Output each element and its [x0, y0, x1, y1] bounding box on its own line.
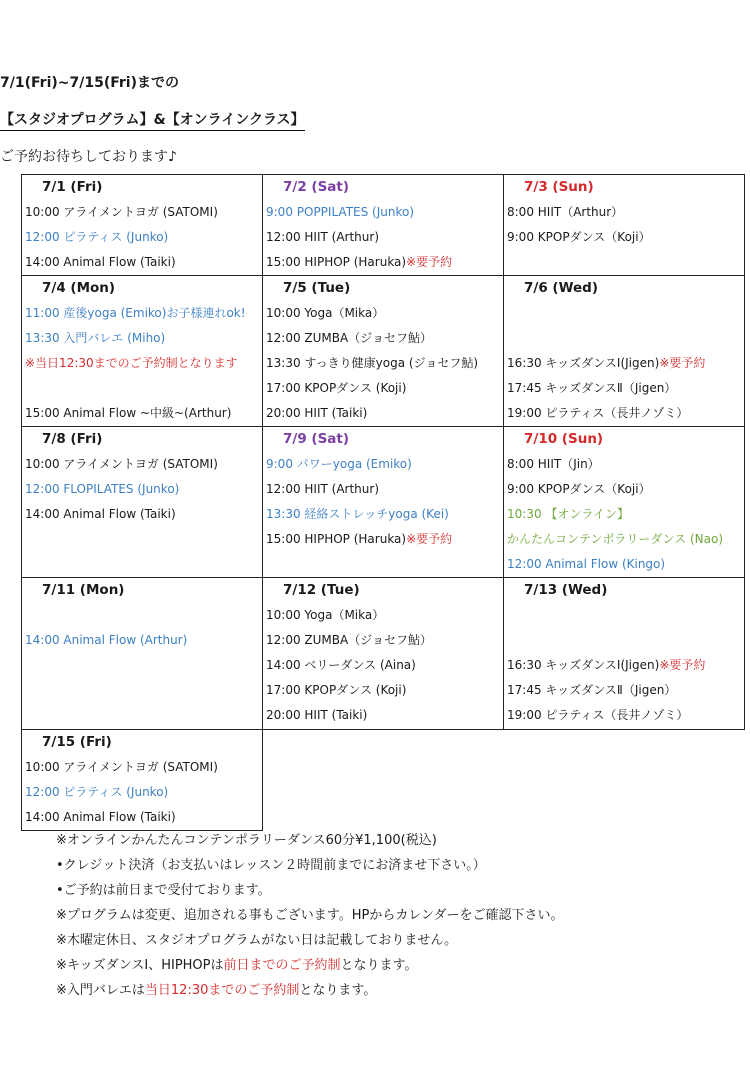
class-entry [263, 703, 503, 728]
text-segment: ※入門バレエは [56, 983, 145, 998]
text-segment: 15:00 Animal Flow ~中級~(Arthur) [25, 406, 232, 420]
note-line [56, 853, 564, 878]
class-entry [22, 200, 262, 225]
schedule-row [22, 730, 745, 831]
text-segment: となります。 [299, 983, 377, 998]
text-segment: 8:00 HIIT（Jin） [507, 457, 600, 471]
class-entry [263, 200, 503, 225]
class-entry [263, 225, 503, 250]
class-entry [22, 401, 262, 426]
day-cell [263, 578, 504, 730]
empty-cell [263, 730, 504, 831]
text-segment: 10:00 アライメントヨガ (SATOMI) [25, 760, 218, 774]
schedule-row [22, 276, 745, 427]
text-segment: となります。 [340, 958, 418, 973]
text-segment: 12:00 HIIT (Arthur) [266, 482, 379, 496]
day-heading: 7/15 (Fri) [42, 734, 112, 750]
class-entry [263, 301, 503, 326]
text-segment: 14:00 Animal Flow (Taiki) [25, 810, 176, 824]
text-segment: 14:00 Animal Flow (Taiki) [25, 507, 176, 521]
class-entry [504, 477, 744, 502]
text-segment: 10:00 Yoga（Mika） [266, 608, 385, 622]
class-entry [504, 653, 744, 678]
day-heading: 7/3 (Sun) [524, 179, 594, 195]
class-entry [263, 527, 503, 552]
class-entry [22, 780, 262, 805]
text-segment: •ご予約は前日まで受付ております。 [56, 883, 271, 898]
text-segment: 12:00 HIIT (Arthur) [266, 230, 379, 244]
text-segment: ※要予約 [659, 356, 706, 370]
text-segment: 当日12:30までのご予約制 [144, 983, 300, 998]
class-entry [504, 703, 744, 728]
class-entry [22, 477, 262, 502]
text-segment: 16:30 キッズダンスⅠ(Jigen) [507, 658, 660, 672]
class-entry [263, 678, 503, 703]
day-heading: 7/5 (Tue) [283, 280, 351, 296]
text-segment: 10:00 アライメントヨガ (SATOMI) [25, 205, 218, 219]
day-heading: 7/8 (Fri) [42, 431, 103, 447]
text-segment: 10:00 アライメントヨガ (SATOMI) [25, 457, 218, 471]
day-heading: 7/12 (Tue) [283, 582, 360, 598]
day-cell [263, 276, 504, 427]
text-segment: かんたんコンテンポラリーダンス (Nao) [507, 532, 724, 546]
class-entry [22, 301, 262, 326]
class-entry [22, 351, 262, 376]
class-entry [263, 401, 503, 426]
text-segment: 13:30 すっきり健康yoga (ジョセフ鮎) [266, 356, 479, 370]
class-entry [504, 301, 744, 326]
text-segment: 前日までのご予約制 [223, 958, 341, 973]
text-segment: ※要予約 [659, 658, 706, 672]
page-tagline: ご予約お待ちしております♪ [0, 149, 177, 165]
day-cell [504, 175, 745, 276]
text-segment: 12:00 Animal Flow (Kingo) [507, 557, 666, 571]
class-entry [263, 653, 503, 678]
day-cell [22, 276, 263, 427]
day-heading: 7/4 (Mon) [42, 280, 116, 296]
class-entry [22, 805, 262, 830]
class-entry [22, 755, 262, 780]
text-segment: 17:00 KPOPダンス (Koji) [266, 381, 407, 395]
text-segment: 14:00 Animal Flow (Arthur) [25, 633, 188, 647]
text-segment: 9:00 KPOPダンス（Koji） [507, 230, 651, 244]
class-entry [22, 628, 262, 653]
day-cell [22, 175, 263, 276]
class-entry [504, 376, 744, 401]
day-heading: 7/11 (Mon) [42, 582, 125, 598]
schedule-row [22, 427, 745, 578]
text-segment: •クレジット決済（お支払いはレッスン２時間前までにお済ませ下さい。） [56, 858, 486, 873]
class-entry [263, 477, 503, 502]
text-segment: ※当日12:30までのご予約制となります [25, 356, 238, 370]
text-segment: 9:00 パワーyoga (Emiko) [266, 457, 412, 471]
text-segment: 15:00 HIPHOP (Haruka) [266, 255, 407, 269]
class-entry [263, 351, 503, 376]
class-entry [263, 628, 503, 653]
text-segment: 8:00 HIIT（Arthur） [507, 205, 624, 219]
text-segment: 20:00 HIIT (Taiki) [266, 406, 368, 420]
note-line [56, 928, 564, 953]
note-line [56, 878, 564, 903]
day-cell [263, 175, 504, 276]
text-segment: 12:00 ZUMBA（ジョセフ鮎） [266, 633, 432, 647]
class-entry [22, 250, 262, 275]
text-segment: 12:00 FLOPILATES (Junko) [25, 482, 180, 496]
text-segment: ※要予約 [406, 255, 453, 269]
day-cell [504, 578, 745, 730]
text-segment: 17:00 KPOPダンス (Koji) [266, 683, 407, 697]
class-entry [504, 452, 744, 477]
text-segment: ※木曜定休日、スタジオプログラムがない日は記載しておりません。 [56, 933, 458, 948]
day-heading: 7/13 (Wed) [524, 582, 608, 598]
text-segment: 14:00 ベリーダンス (Aina) [266, 658, 416, 672]
day-cell [22, 730, 263, 831]
class-entry [504, 225, 744, 250]
class-entry [22, 225, 262, 250]
day-heading: 7/6 (Wed) [524, 280, 598, 296]
class-entry [263, 250, 503, 275]
text-segment: 9:00 POPPILATES (Junko) [266, 205, 415, 219]
day-heading: 7/10 (Sun) [524, 431, 604, 447]
text-segment: 17:45 キッズダンスⅡ（Jigen） [507, 381, 677, 395]
page-title: 7/1(Fri)~7/15(Fri)までの [0, 75, 179, 91]
day-cell [504, 276, 745, 427]
day-cell [263, 427, 504, 578]
class-entry [22, 326, 262, 351]
text-segment: 12:00 ピラティス (Junko) [25, 785, 169, 799]
class-entry [504, 552, 744, 577]
class-entry [263, 326, 503, 351]
day-cell [504, 427, 745, 578]
text-segment: ※オンラインかんたんコンテンポラリーダンス60分¥1,100(税込) [56, 833, 437, 848]
class-entry [504, 628, 744, 653]
text-segment: ※要予約 [406, 532, 453, 546]
class-entry [504, 351, 744, 376]
schedule-table [21, 174, 745, 831]
note-line [56, 903, 564, 928]
schedule-row [22, 175, 745, 276]
empty-cell [504, 730, 745, 831]
class-entry [263, 452, 503, 477]
class-entry [504, 326, 744, 351]
text-segment: 19:00 ピラティス（長井ノゾミ） [507, 406, 689, 420]
schedule-row [22, 578, 745, 730]
text-segment: ※キッズダンスⅠ、HIPHOPは [56, 958, 224, 973]
class-entry [263, 376, 503, 401]
class-entry [504, 678, 744, 703]
note-line [56, 953, 564, 978]
text-segment: 15:00 HIPHOP (Haruka) [266, 532, 407, 546]
text-segment: 17:45 キッズダンスⅡ（Jigen） [507, 683, 677, 697]
text-segment: 20:00 HIIT (Taiki) [266, 708, 368, 722]
class-entry [22, 603, 262, 628]
day-cell [22, 578, 263, 730]
text-segment: 14:00 Animal Flow (Taiki) [25, 255, 176, 269]
day-heading: 7/9 (Sat) [283, 431, 350, 447]
notes-section [56, 828, 564, 1003]
text-segment: 12:00 ピラティス (Junko) [25, 230, 169, 244]
note-line [56, 828, 564, 853]
class-entry [504, 527, 744, 552]
class-entry [263, 603, 503, 628]
class-entry [504, 200, 744, 225]
day-cell [22, 427, 263, 578]
text-segment: ※プログラムは変更、追加される事もございます。HPからカレンダーをご確認下さい。 [56, 908, 564, 923]
class-entry [263, 502, 503, 527]
day-heading: 7/1 (Fri) [42, 179, 103, 195]
text-segment: 11:00 産後yoga (Emiko)お子様連れok! [25, 306, 246, 320]
text-segment: 13:30 経絡ストレッチyoga (Kei) [266, 507, 449, 521]
text-segment: 19:00 ピラティス（長井ノゾミ） [507, 708, 689, 722]
text-segment: 12:00 ZUMBA（ジョセフ鮎） [266, 331, 432, 345]
text-segment: 16:30 キッズダンスⅠ(Jigen) [507, 356, 660, 370]
class-entry [504, 502, 744, 527]
class-entry [22, 376, 262, 401]
page-subtitle: 【スタジオプログラム】&【オンラインクラス】 [0, 112, 305, 131]
class-entry [22, 452, 262, 477]
text-segment: 13:30 入門バレエ (Miho) [25, 331, 166, 345]
class-entry [504, 401, 744, 426]
class-entry [22, 502, 262, 527]
day-heading: 7/2 (Sat) [283, 179, 350, 195]
text-segment: 10:00 Yoga（Mika） [266, 306, 385, 320]
class-entry [504, 603, 744, 628]
text-segment: 9:00 KPOPダンス（Koji） [507, 482, 651, 496]
note-line [56, 978, 564, 1003]
text-segment: 10:30 【オンライン】 [507, 507, 630, 521]
